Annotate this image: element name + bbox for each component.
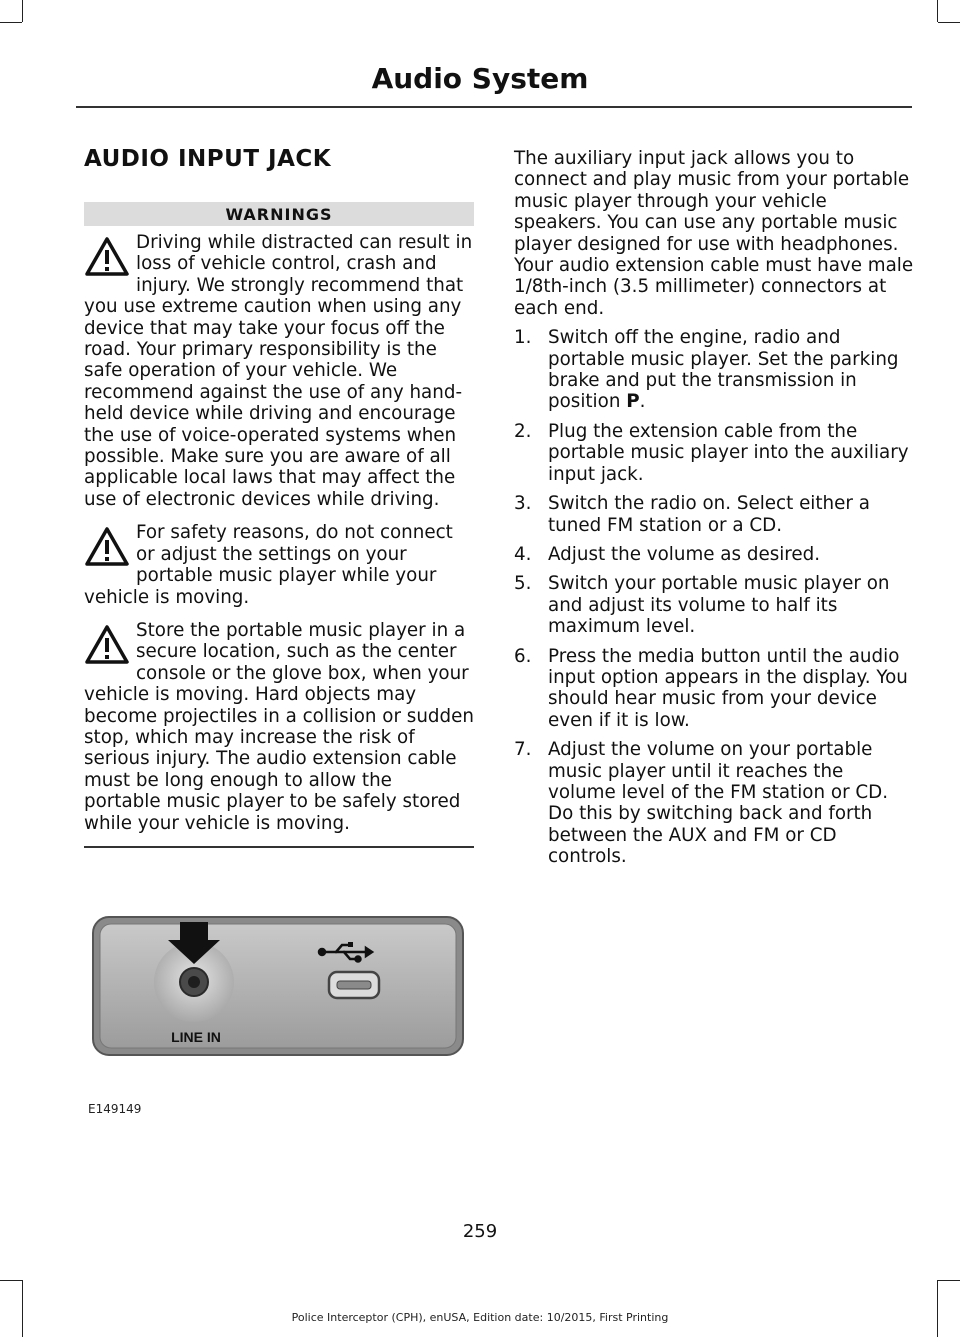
warnings-heading: WARNINGS — [84, 202, 474, 226]
crop-mark — [938, 1280, 960, 1281]
warning-item — [84, 232, 474, 510]
warning-triangle-icon — [84, 526, 134, 570]
right-column — [514, 148, 914, 876]
aux-panel-illustration — [92, 916, 464, 1056]
warning-item — [84, 620, 474, 834]
line-in-label: LINE IN — [171, 1029, 221, 1045]
intro-paragraph: The auxiliary input jack allows you to connect and play music from your portable music player through your vehicle speakers. You can use any portable music player designed for use with headphones. Your audio extension cable must have male 1/8th-inch (3.5 millimeter) connectors at each end. — [514, 148, 914, 319]
page-number: 259 — [462, 1221, 498, 1242]
list-item — [514, 544, 914, 565]
crop-mark — [0, 1280, 22, 1281]
step-bold-text: P — [626, 391, 640, 413]
list-item — [514, 739, 914, 867]
warning-text: For safety reasons, do not connect or adjust the settings on your portable music player while your vehicle is moving. — [84, 522, 453, 608]
step-text: Press the media button until the audio input option appears in the display. You should hear music from your device even if it is low. — [548, 645, 908, 731]
step-number: 6. — [514, 645, 532, 667]
crop-mark — [937, 1280, 938, 1337]
step-text: Switch the radio on. Select either a tuned FM station or a CD. — [548, 493, 870, 536]
crop-mark — [938, 22, 960, 23]
crop-mark — [937, 0, 938, 22]
step-text: Adjust the volume as desired. — [548, 543, 821, 565]
crop-mark — [22, 1280, 23, 1337]
list-item — [514, 646, 914, 732]
steps-list — [514, 327, 914, 867]
step-text: Adjust the volume on your portable music player until it reaches the volume level of the FM station or CD. Do this by switching back and forth between the AUX and FM or CD controls. — [548, 739, 889, 868]
step-text: Switch your portable music player on and adjust its volume to half its maximum level. — [548, 573, 890, 638]
warning-text: Driving while distracted can result in loss of vehicle control, crash and injury. We strongly recommend that you use extreme caution when using any device that may take your focus off the road. Your primary responsibility is the safe operation of your vehicle. We recommend against the use of any hand-held device while driving and encourage the use of voice-operated systems when possible. Make sure you are aware of all applicable local laws that may affect the use of electronic devices while driving. — [84, 232, 473, 510]
footer-edition-text: Police Interceptor (CPH), enUSA, Edition date: 10/2015, First Printing — [291, 1311, 669, 1324]
step-text: Switch off the engine, radio and portable music player. Set the parking brake and put the transmission in position — [548, 327, 899, 413]
step-number: 5. — [514, 573, 532, 595]
list-item — [514, 493, 914, 536]
list-item — [514, 573, 914, 637]
page-header-title: Audio System — [371, 62, 589, 95]
warning-triangle-icon — [84, 624, 134, 668]
warning-triangle-icon — [84, 236, 134, 280]
left-column — [84, 140, 474, 848]
step-number: 3. — [514, 493, 532, 515]
step-number: 4. — [514, 543, 532, 565]
crop-mark — [22, 0, 23, 22]
step-tail: . — [639, 391, 646, 413]
figure-code: E149149 — [88, 1102, 142, 1116]
step-number: 1. — [514, 327, 532, 349]
list-item — [514, 421, 914, 485]
warning-text: Store the portable music player in a secure location, such as the center console or the glove box, when your vehicle is moving. Hard objects may become projectiles in a collision or sudden stop, which may increase the risk of serious injury. The audio extension cable must be long enough to allow the portable music player to be safely stored while your vehicle is moving. — [84, 619, 474, 834]
step-text: Plug the extension cable from the portable music player into the auxiliary input jack. — [548, 420, 909, 485]
warnings-end-rule — [84, 846, 474, 848]
crop-mark — [0, 22, 22, 23]
section-title: AUDIO INPUT JACK — [84, 146, 332, 172]
list-item — [514, 327, 914, 413]
warning-item — [84, 522, 474, 608]
step-number: 7. — [514, 739, 532, 761]
header-divider — [76, 106, 912, 108]
step-number: 2. — [514, 420, 532, 442]
